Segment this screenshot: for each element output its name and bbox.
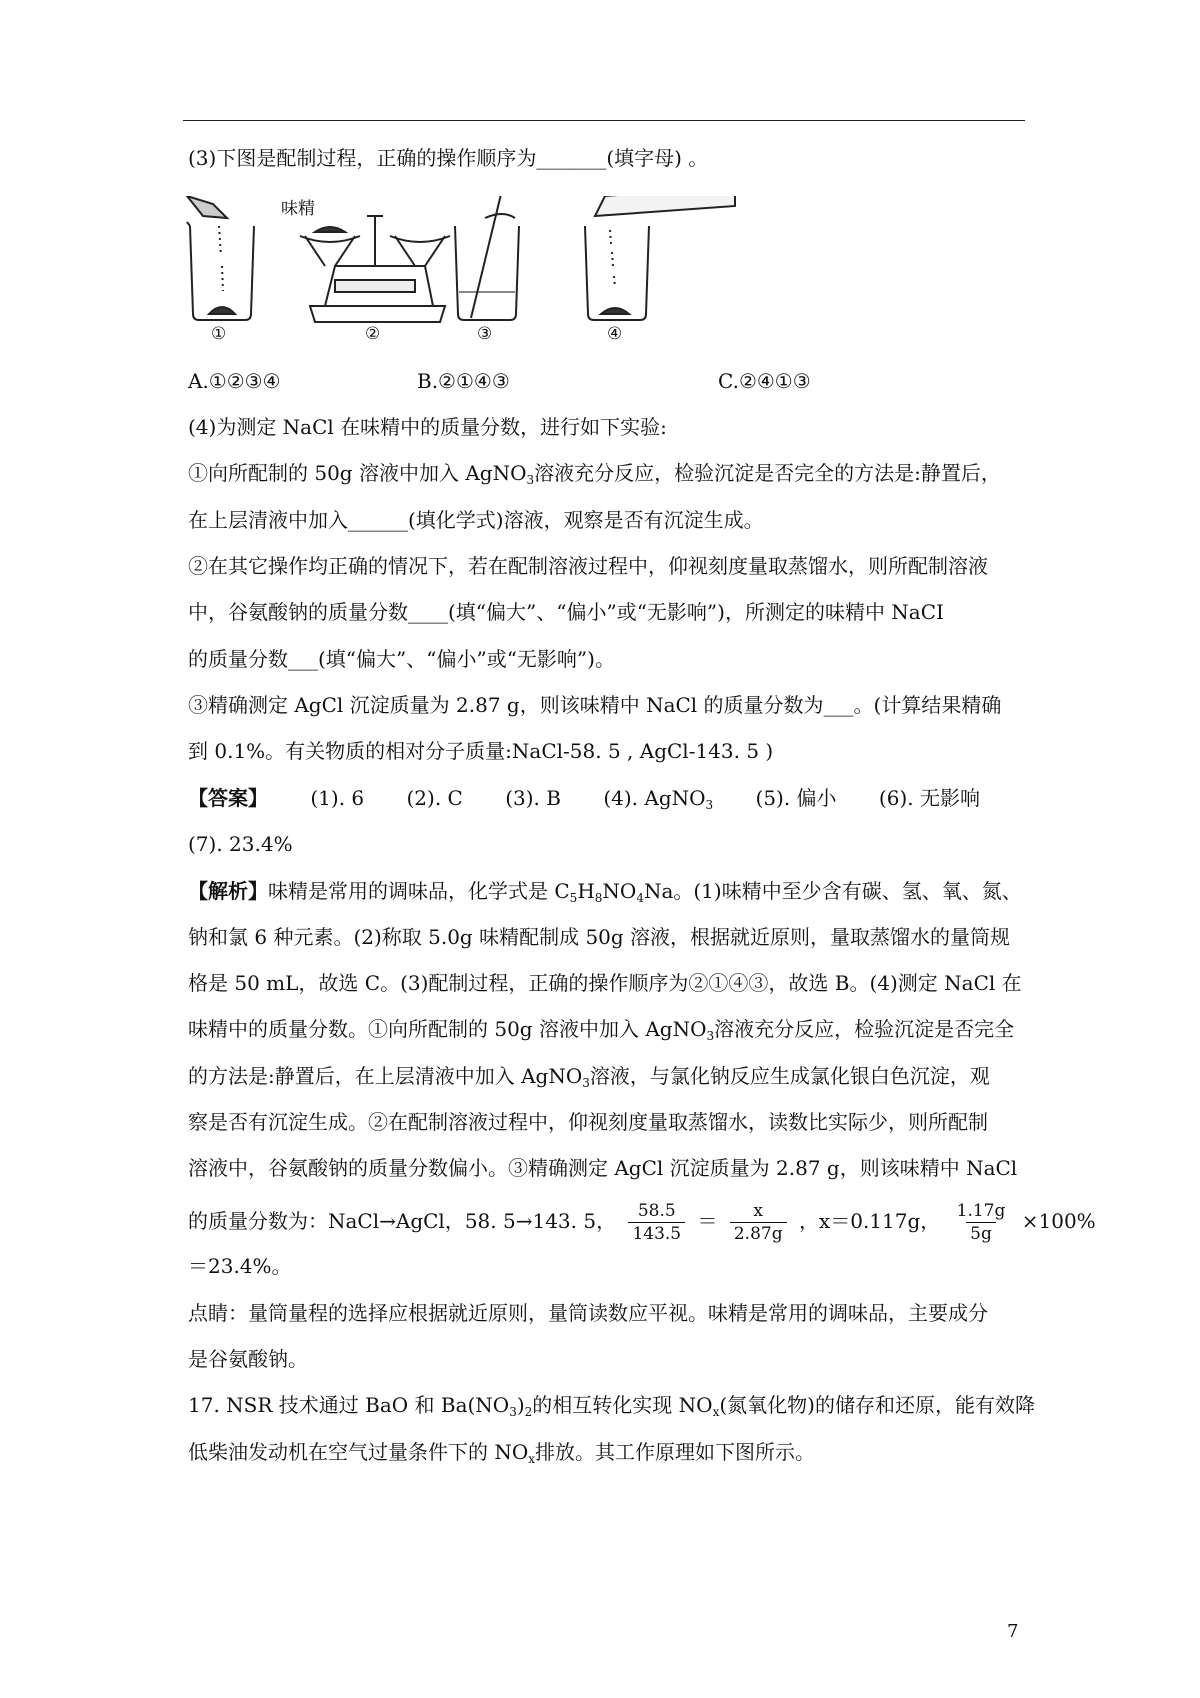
option-a: A.①②③④: [188, 369, 281, 393]
analysis-l5: 的方法是:静置后，在上层清液中加入 AgNO$_3$溶液，与氯化钠反应生成氯化银白色沉淀，观: [188, 1064, 990, 1090]
q3-text: (3)下图是配制过程，正确的操作顺序为_______(填字母) 。: [188, 146, 709, 170]
analysis-l8: 的质量分数为：NaCl→AgCl，58. 5→143. 5， $\frac{58.5}{143.5}$ ＝ $\frac{x}{2.87g}$ ，x＝0.117g， $\frac{1.17g}{5g}$ ×100%: [188, 1201, 1096, 1244]
analysis-l3: 格是 50 mL，故选 C。(3)配制过程，正确的操作顺序为②①④③，故选 B。(4)测定 NaCl 在: [188, 971, 1022, 995]
answer-item-6: (6). 无影响: [878, 786, 980, 810]
fraction-3: $\frac{1.17g}{5g}$: [956, 1201, 1006, 1244]
analysis-l7: 溶液中，谷氨酸钠的质量分数偏小。③精确测定 AgCl 沉淀质量为 2.87 g，则该味精中 NaCl: [188, 1156, 1018, 1180]
answer-item-7: (7). 23.4%: [188, 832, 293, 856]
answer-item-4: (4). AgNO: [603, 786, 706, 810]
answer-item-1: (1). 6: [310, 786, 365, 810]
q4-p2b: 中，谷氨酸钠的质量分数____(填“偏大”、“偏小”或“无影响”)，所测定的味精中 NaCI: [188, 600, 944, 624]
msg-label: 味精: [281, 199, 315, 219]
q17-l2: 低柴油发动机在空气过量条件下的 $NO_x$排放。其工作原理如下图所示。: [188, 1440, 816, 1466]
q17-l1: 17. NSR 技术通过 BaO 和 $Ba(NO_3)_2$的相互转化实现 $NO_x$(氮氧化物)的储存和还原，能有效降: [188, 1393, 1035, 1419]
preparation-figure: [185, 196, 785, 346]
fig-num-4: ④: [607, 324, 623, 344]
analysis-l2: 钠和氯 6 种元素。(2)称取 5.0g 味精配制成 50g 溶液，根据就近原则，量取蒸馏水的量筒规: [188, 925, 1011, 949]
analysis-l9: ＝23.4%。: [188, 1254, 292, 1278]
q4-intro: (4)为测定 NaCl 在味精中的质量分数，进行如下实验:: [188, 415, 667, 439]
tip-l1: 点睛：量筒量程的选择应根据就近原则，量筒读数应平视。味精是常用的调味品，主要成分: [188, 1301, 988, 1325]
analysis-l4: 味精中的质量分数。①向所配制的 50g 溶液中加入 AgNO$_3$溶液充分反应，检验沉淀是否完全: [188, 1017, 1015, 1043]
analysis-l6: 察是否有沉淀生成。②在配制溶液过程中，仰视刻度量取蒸馏水，读数比实际少，则所配制: [188, 1110, 988, 1134]
fig-num-2: ②: [365, 324, 381, 344]
answer-label: 【答案】: [188, 786, 268, 810]
analysis-l1: 【解析】味精是常用的调味品，化学式是 $C_5H_8NO_4Na$。(1)味精中至少含有碳、氢、氧、氮、: [188, 879, 1022, 905]
fig-num-3: ③: [477, 324, 493, 344]
q4-p2c: 的质量分数___(填“偏大”、“偏小”或“无影响”)。: [188, 647, 615, 671]
answer-item-3: (3). B: [505, 786, 561, 810]
header-rule: [183, 120, 1025, 121]
fraction-1: $\frac{58.5}{143.5}$: [628, 1200, 685, 1245]
option-c: C.②④①③: [718, 369, 811, 393]
q4-p3b: 到 0.1%。有关物质的相对分子质量:NaCl-58. 5 , AgCl-143. 5 ): [188, 739, 774, 763]
fraction-2: $\frac{x}{2.87g}$: [730, 1200, 787, 1245]
q4-p1a: ①向所配制的 50g 溶液中加入 AgNO$_3$溶液充分反应，检验沉淀是否完全的方法是:静置后，: [188, 461, 1001, 487]
answer-line: 【答案】 (1). 6 (2). C (3). B (4). AgNO$_3$ (5). 偏小 (6). 无影响: [188, 786, 980, 812]
tip-l2: 是谷氨酸钠。: [188, 1347, 308, 1371]
fig-num-1: ①: [211, 324, 227, 344]
answer-item-5: (5). 偏小: [755, 786, 837, 810]
q4-p2a: ②在其它操作均正确的情况下，若在配制溶液过程中，仰视刻度量取蒸馏水，则所配制溶液: [188, 554, 988, 578]
page-number: 7: [1007, 1621, 1019, 1642]
answer-item-2: (2). C: [406, 786, 463, 810]
q4-p1b: 在上层清液中加入______(填化学式)溶液，观察是否有沉淀生成。: [188, 508, 764, 532]
q4-p3a: ③精确测定 AgCl 沉淀质量为 2.87 g，则该味精中 NaCl 的质量分数为___。(计算结果精确: [188, 693, 1002, 717]
option-b: B.②①④③: [417, 369, 510, 393]
